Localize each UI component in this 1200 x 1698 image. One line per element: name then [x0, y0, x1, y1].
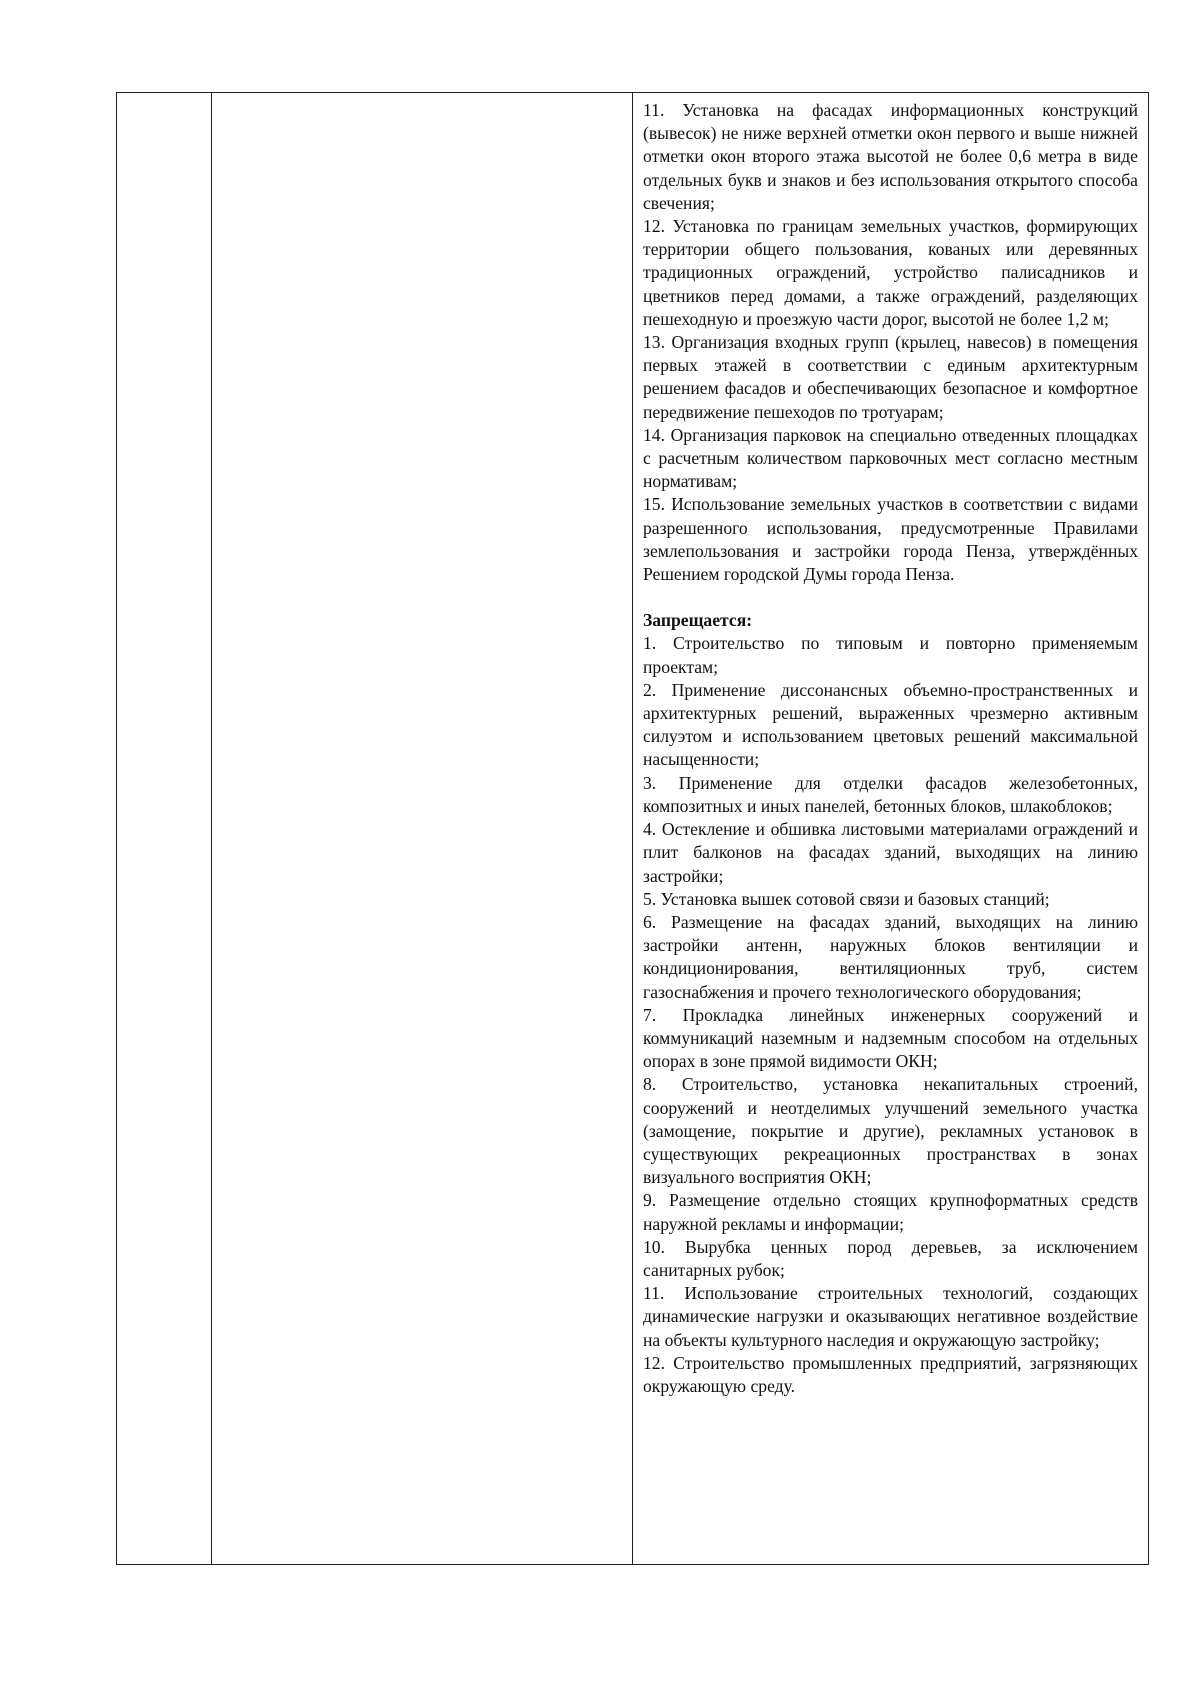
- prohibited-item-2: 2. Применение диссонансных объемно-пространственных и архитектурных решений, выраженных чрезмерно активным силуэтом и использованием цветовых решений максимальной насыщенности;: [643, 679, 1138, 770]
- table-column-number: [117, 93, 212, 1564]
- prohibited-item-10: 10. Вырубка ценных пород деревьев, за исключением санитарных рубок;: [643, 1236, 1138, 1280]
- prohibited-item-11: 11. Использование строительных технологий, создающих динамические нагрузки и оказывающих негативное воздействие на объекты культурного наследия и окружающую застройку;: [643, 1283, 1138, 1350]
- table-column-zone: [212, 93, 633, 1564]
- prohibited-item-7: 7. Прокладка линейных инженерных сооружений и коммуникаций наземным и надземным способом на отдельных опорах в зоне прямой видимости ОКН;: [643, 1004, 1138, 1072]
- allowed-item-13: 13. Организация входных групп (крылец, навесов) в помещения первых этажей в соответствии с единым архитектурным решением фасадов и обеспечивающих безопасное и комфортное передвижение пешеходов по тротуарам;: [643, 332, 1138, 422]
- regulations-table: [116, 92, 1149, 1565]
- section-spacer: [643, 586, 1138, 609]
- prohibited-item-6: 6. Размещение на фасадах зданий, выходящих на линию застройки антенн, наружных блоков вентиляции и кондиционирования, вентиляционных труб, систем газоснабжения и прочего технологического оборудования;: [643, 911, 1138, 1002]
- allowed-item-14: 14. Организация парковок на специально отведенных площадках с расчетным количеством парковочных мест согласно местным нормативам;: [643, 424, 1138, 492]
- prohibited-item-5: 5. Установка вышек сотовой связи и базовых станций;: [643, 888, 1050, 909]
- allowed-item-15: 15. Использование земельных участков в соответствии с видами разрешенного использования, предусмотренные Правилами землепользования и застройки города Пенза, утверждённых Решением городской Думы города Пенза.: [643, 494, 1138, 585]
- allowed-item-12: 12. Установка по границам земельных участков, формирующих территории общего пользования, кованых или деревянных традиционных ограждений, устройство палисадников и цветников перед домами, а также ограждений, разделяющих пешеходную и проезжую части дорог, высотой не более 1,2 м;: [643, 216, 1138, 329]
- prohibited-item-12: 12. Строительство промышленных предприятий, загрязняющих окружающую среду.: [643, 1352, 1138, 1396]
- prohibited-item-1: 1. Строительство по типовым и повторно применяемым проектам;: [643, 633, 1138, 677]
- prohibited-heading: Запрещается:: [643, 610, 753, 631]
- prohibited-item-8: 8. Строительство, установка некапитальных строений, сооружений и неотделимых улучшений земельного участка (замощение, покрытие и другие), рекламных установок в существующих рекреационных пространствах в зонах визуального восприятия ОКН;: [643, 1074, 1138, 1188]
- allowed-item-11: 11. Установка на фасадах информационных конструкций (вывесок) не ниже верхней отметки окон первого и выше нижней отметки окон второго этажа высотой не более 0,6 метра в виде отдельных букв и знаков и без использования открытого способа свечения;: [643, 100, 1138, 213]
- prohibited-item-4: 4. Остекление и обшивка листовыми материалами ограждений и плит балконов на фасадах зданий, выходящих на линию застройки;: [643, 819, 1138, 886]
- prohibited-item-3: 3. Применение для отделки фасадов железобетонных, композитных и иных панелей, бетонных блоков, шлакоблоков;: [643, 772, 1138, 816]
- table-column-requirements: [633, 93, 1148, 1564]
- prohibited-item-9: 9. Размещение отдельно стоящих крупноформатных средств наружной рекламы и информации;: [643, 1190, 1138, 1234]
